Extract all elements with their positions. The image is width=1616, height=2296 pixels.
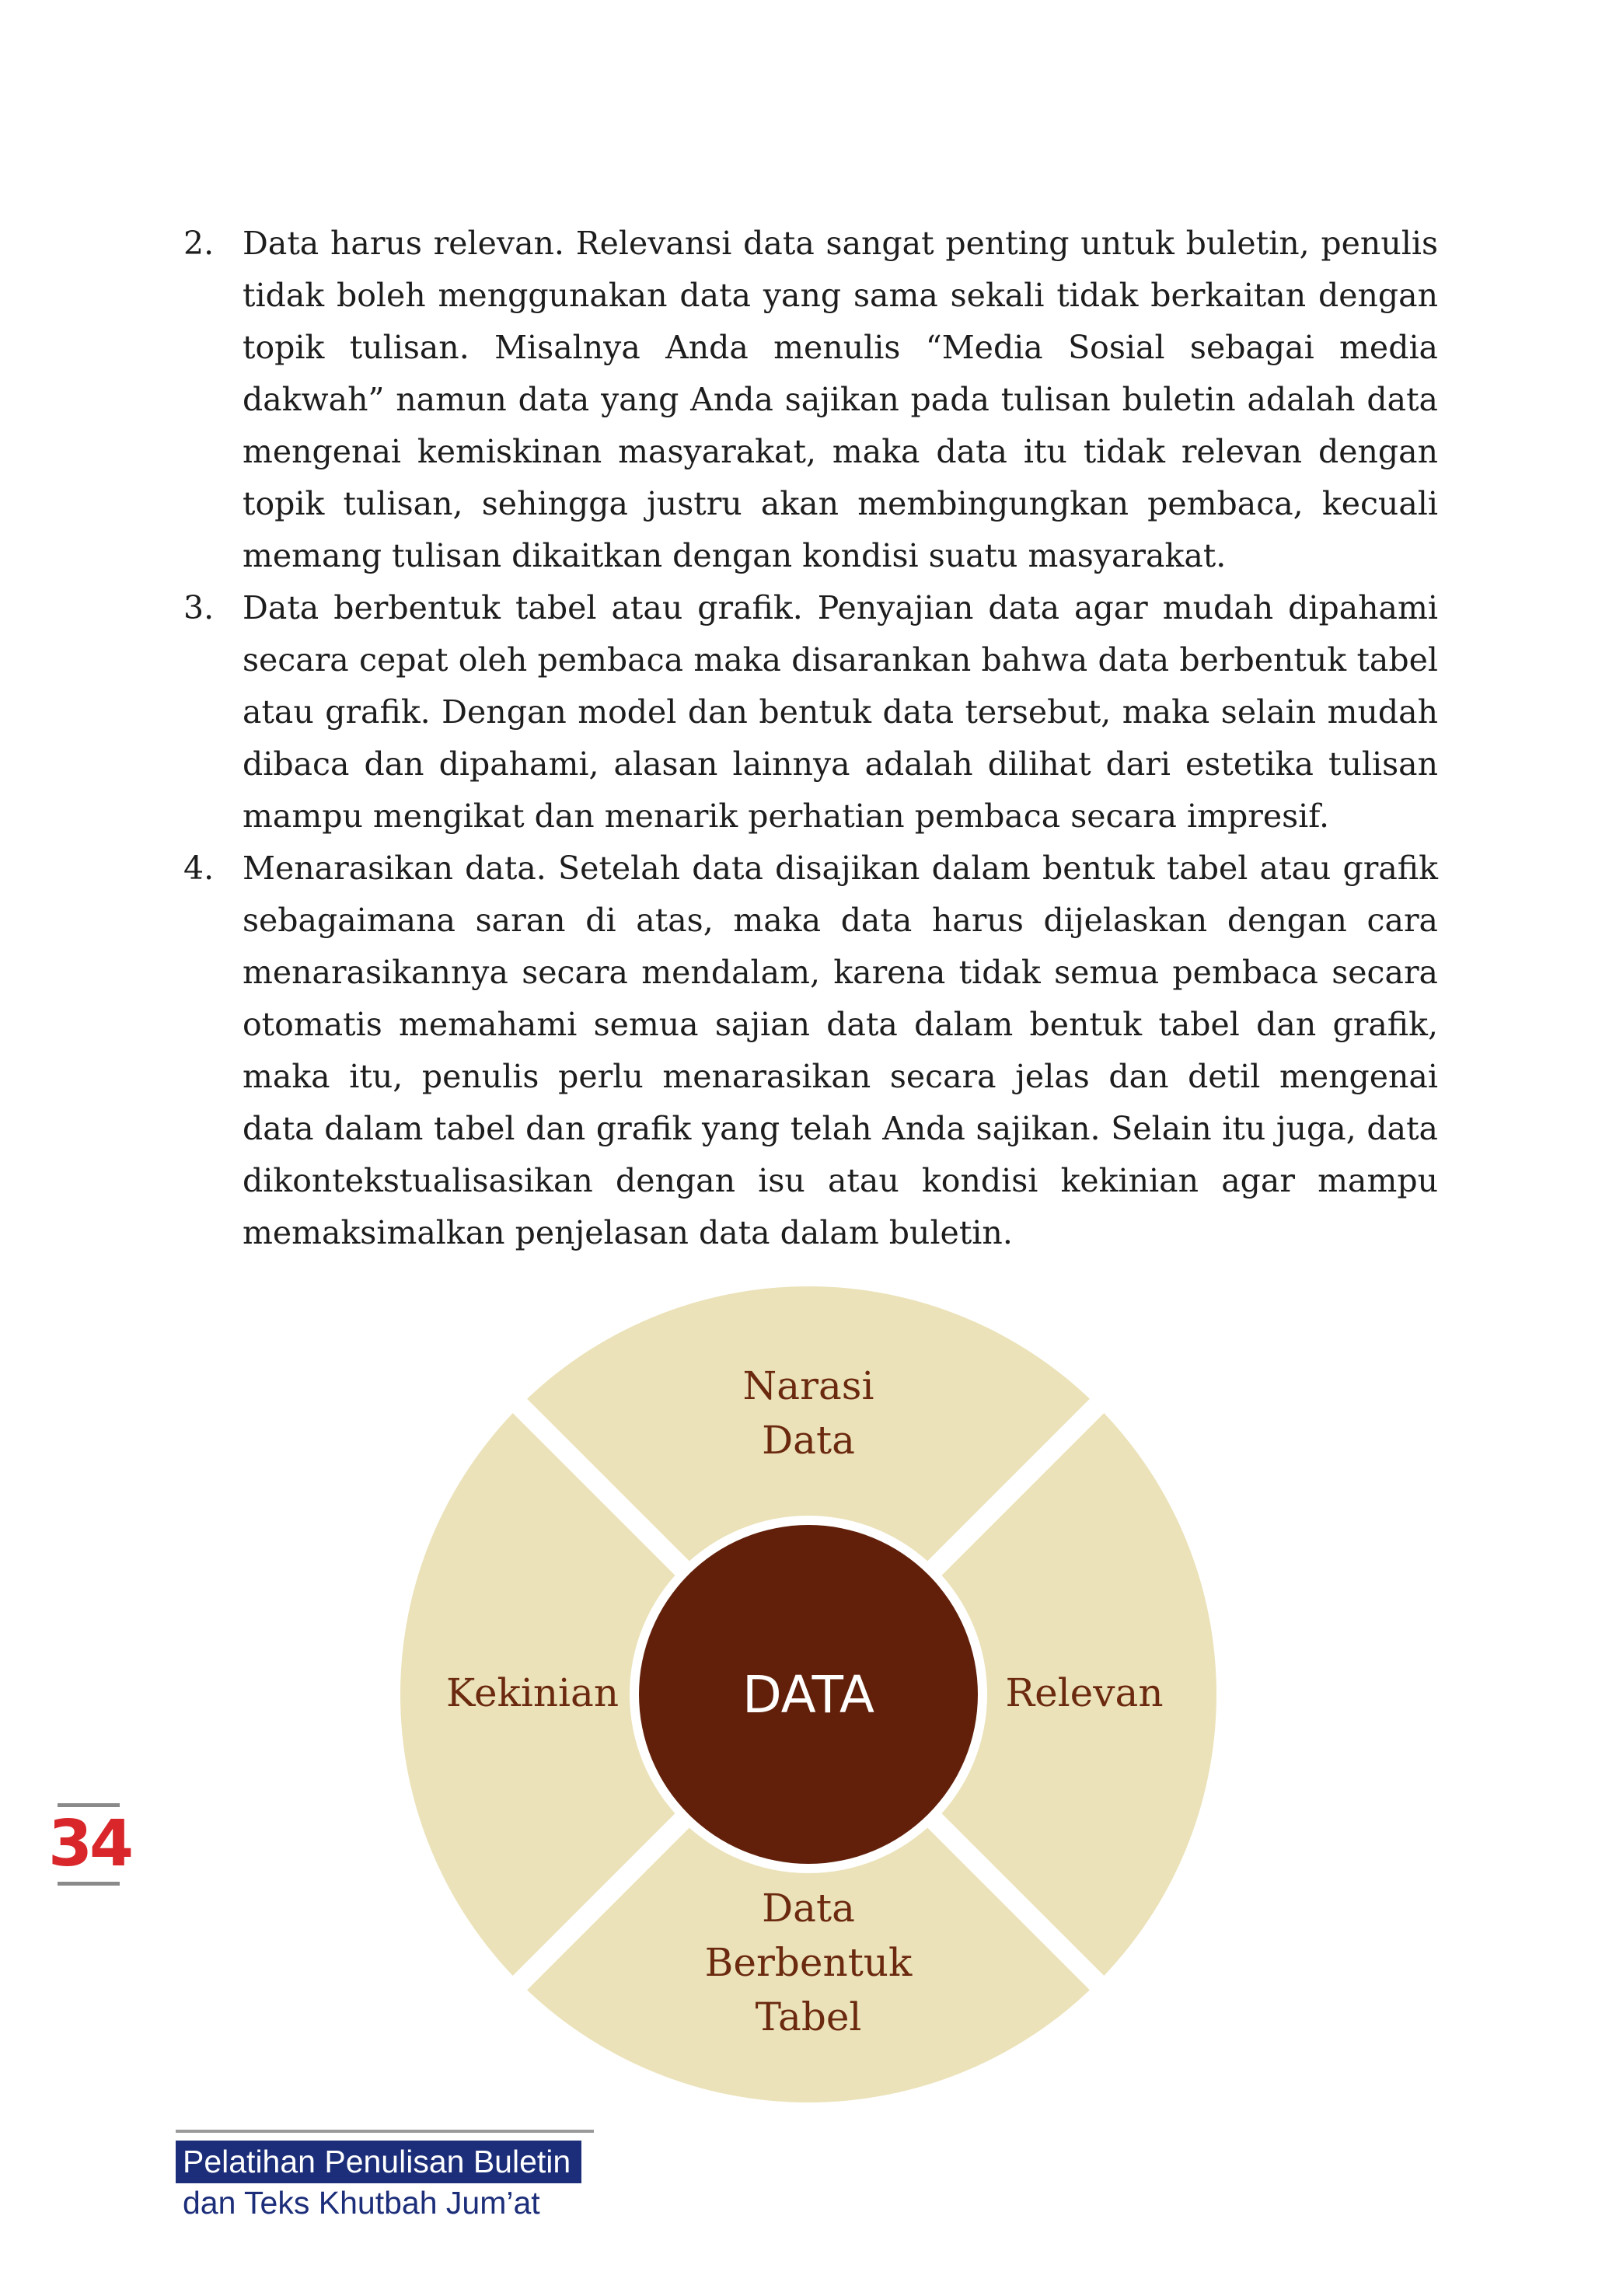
numbered-list	[177, 218, 1438, 1259]
footer-subtitle: dan Teks Khutbah Jum’at	[183, 2185, 540, 2221]
diagram-svg	[396, 1282, 1220, 2106]
list-item	[177, 582, 1438, 843]
page-number: 34	[47, 1807, 131, 1881]
data-diagram	[396, 1282, 1220, 2106]
list-number: 4.	[183, 850, 215, 887]
segment-bottom-line2: Berbentuk	[704, 1940, 913, 1985]
segment-bottom-line1: Data	[762, 1886, 855, 1931]
footer	[176, 2130, 594, 2222]
segment-top-line1: Narasi	[742, 1363, 874, 1408]
list-item	[177, 218, 1438, 582]
segment-left-label: Kekinian	[445, 1670, 620, 1715]
page-number-block	[43, 1803, 136, 1886]
list-item	[177, 843, 1438, 1259]
body-text	[177, 218, 1438, 1259]
list-text: Data berbentuk tabel atau grafik. Penyajian data agar mudah dipahami secara cepat oleh pembaca maka disarankan bahwa data berbentuk tabel atau grafik. Dengan model dan bentuk data tersebut, maka selain mudah dibaca dan dipahami, alasan lainnya adalah dilihat dari estetika tulisan mampu mengikat dan menarik perhatian pembaca secara impresif.	[243, 589, 1438, 835]
page-number-rule-bottom	[58, 1882, 120, 1886]
segment-right-label: Relevan	[1005, 1670, 1164, 1715]
footer-title: Pelatihan Penulisan Buletin	[176, 2141, 581, 2183]
list-number: 2.	[183, 225, 215, 262]
segment-bottom-line3: Tabel	[755, 1994, 862, 2040]
segment-top-line2: Data	[762, 1418, 855, 1463]
list-text: Data harus relevan. Relevansi data sangat penting untuk buletin, penulis tidak boleh menggunakan data yang sama sekali tidak berkaitan dengan topik tulisan. Misalnya Anda menulis “Media Sosial sebagai media dakwah” namun data yang Anda sajikan pada tulisan buletin adalah data mengenai kemiskinan masyarakat, maka data itu tidak relevan dengan topik tulisan, sehingga justru akan membingungkan pembaca, kecuali memang tulisan dikaitkan dengan kondisi suatu masyarakat.	[243, 225, 1438, 574]
center-label: DATA	[742, 1665, 875, 1725]
list-number: 3.	[183, 589, 215, 626]
list-text: Menarasikan data. Setelah data disajikan dalam bentuk tabel atau grafik sebagaimana saran di atas, maka data harus dijelaskan dengan cara menarasikannya secara mendalam, karena tidak semua pembaca secara otomatis memahami semua sajian data dalam bentuk tabel dan grafik, maka itu, penulis perlu menarasikan secara jelas dan detil mengenai data dalam tabel dan grafik yang telah Anda sajikan. Selain itu juga, data dikontekstualisasikan dengan isu atau kondisi kekinian agar mampu memaksimalkan penjelasan data dalam buletin.	[243, 850, 1438, 1251]
footer-rule	[176, 2130, 594, 2133]
